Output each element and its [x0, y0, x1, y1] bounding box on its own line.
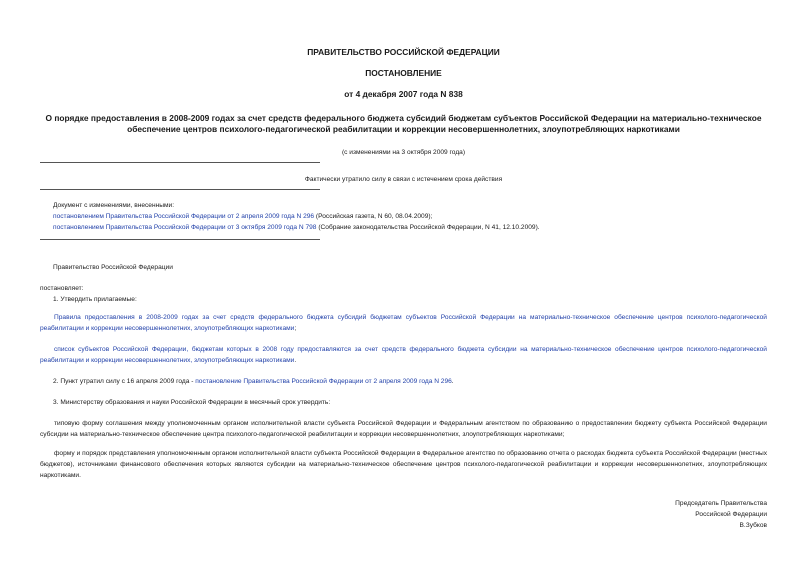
item-2: 2. Пункт утратил силу с 16 апреля 2009 года - постановление Правительства Российской Федерации от 2 апреля 2009 года N 296.: [53, 378, 454, 385]
amendment-link[interactable]: постановлением Правительства Российской Федерации от 2 апреля 2009 года N 296: [53, 213, 315, 220]
signature-country: Российской Федерации: [695, 511, 767, 518]
divider: [40, 239, 320, 240]
document-title: О порядке предоставления в 2008-2009 годах за счет средств федерального бюджета субсидий бюджетам субъектов Российской Федерации на материально-техническое обеспечение центров психолого-педагогической реабилитации и коррекции несовершеннолетних, злоупотребляющих наркотиками: [45, 113, 762, 134]
amendment-note: (с изменениями на 3 октября 2009 года): [341, 149, 466, 156]
signature-name: В.Зубков: [739, 522, 767, 529]
government-heading: ПРАВИТЕЛЬСТВО РОССИЙСКОЙ ФЕДЕРАЦИИ: [307, 47, 500, 57]
item-2-link[interactable]: постановление Правительства Российской Федерации от 2 апреля 2009 года N 296: [195, 378, 452, 385]
item-1: 1. Утвердить прилагаемые:: [53, 296, 137, 303]
rules-link[interactable]: Правила предоставления в 2008-2009 годах за счет средств федерального бюджета субсидий бюджетам субъектов Российской Федерации на материально-техническое обеспечение центров психолого-педагогической реабилитации и коррекции несовершеннолетних, злоупотребляющих наркотиками: [40, 314, 767, 332]
amendments-intro: Документ с изменениями, внесенными:: [53, 202, 175, 209]
resolves-line: постановляет:: [40, 285, 84, 292]
amendment-source: (Собрание законодательства Российской Федерации, N 41, 12.10.2009).: [316, 224, 540, 231]
item-3: 3. Министерству образования и науки Российской Федерации в месячный срок утвердить:: [53, 399, 331, 406]
amendment-source: (Российская газета, N 60, 08.04.2009);: [314, 213, 433, 220]
government-line: Правительство Российской Федерации: [53, 264, 173, 271]
amendment-item: [53, 223, 540, 232]
signature-title: Председатель Правительства: [675, 500, 767, 507]
item-3-report-form: форму и порядок представления уполномоченным органом исполнительной власти субъекта Российской Федерации в Федеральное агентство по образованию отчета о расходах бюджета субъекта Российской Федерации (местных бюджетов), источниками финансового обеспечения которых являются субсидии на материально-техническое обеспечение центров психолого-педагогической реабилитации и коррекции несовершеннолетних, злоупотребляющих наркотиками.: [40, 450, 767, 479]
divider: [40, 162, 320, 163]
document-date-number: от 4 декабря 2007 года N 838: [344, 89, 463, 99]
status-note: Фактически утратило силу в связи с истечением срока действия: [304, 176, 503, 183]
amendment-item: [53, 212, 432, 221]
item-3-form-agreement: типовую форму соглашения между уполномоченным органом исполнительной власти субъекта Российской Федерации и Федеральным агентством по образованию о предоставлении бюджету субъекта Российской Федерации субсидии на материально-техническое обеспечение центра психолого-педагогической реабилитации и коррекции несовершеннолетних, злоупотребляющих наркотиками;: [40, 420, 767, 438]
amendment-link[interactable]: постановлением Правительства Российской Федерации от 3 октября 2009 года N 798: [53, 224, 317, 231]
list-link[interactable]: список субъектов Российской Федерации, бюджетам которых в 2008 году предоставляются за счет средств федерального бюджета субсидии на материально-техническое обеспечение центров психолого-педагогической реабилитации и коррекции несовершеннолетних, злоупотребляющих наркотиками: [40, 346, 767, 364]
list-paragraph: список субъектов Российской Федерации, бюджетам которых в 2008 году предоставляются за счет средств федерального бюджета субсидии на материально-техническое обеспечение центров психолого-педагогической реабилитации и коррекции несовершеннолетних, злоупотребляющих наркотиками.: [40, 346, 767, 364]
rules-paragraph: Правила предоставления в 2008-2009 годах за счет средств федерального бюджета субсидий бюджетам субъектов Российской Федерации на материально-техническое обеспечение центров психолого-педагогической реабилитации и коррекции несовершеннолетних, злоупотребляющих наркотиками;: [40, 314, 767, 332]
document-type: ПОСТАНОВЛЕНИЕ: [365, 68, 442, 78]
divider: [40, 189, 320, 190]
